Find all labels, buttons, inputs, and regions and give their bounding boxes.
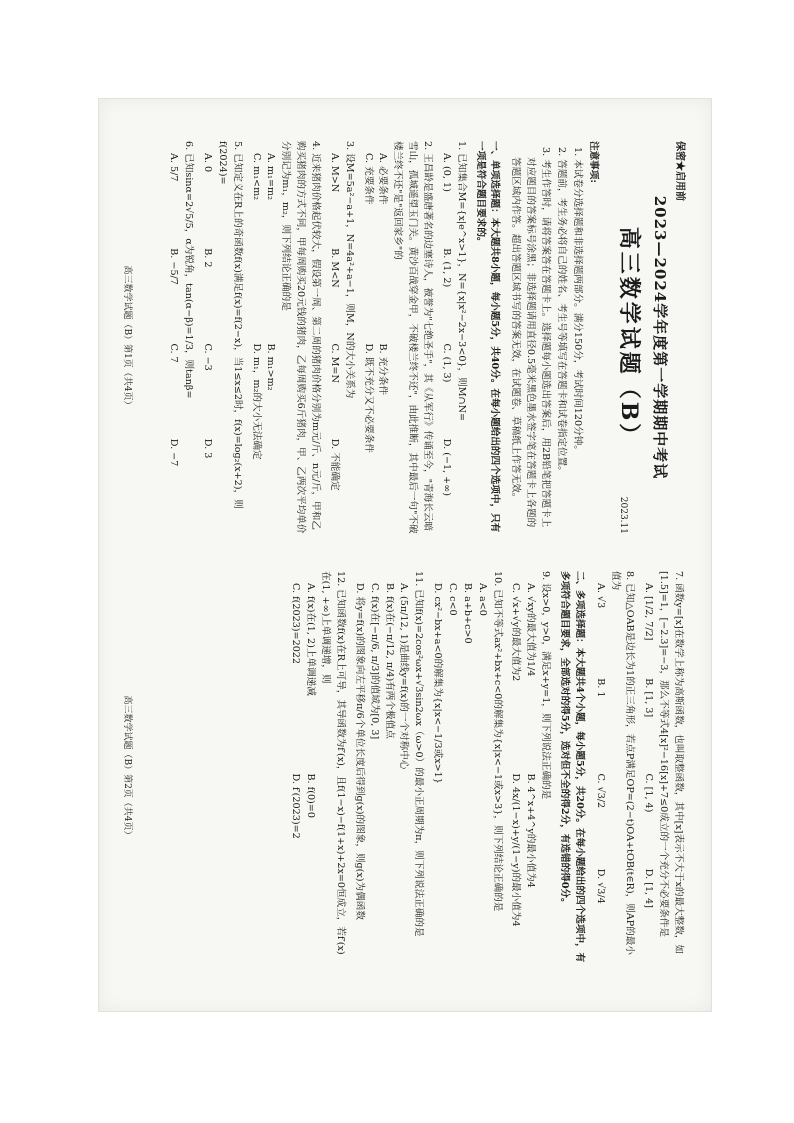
question-10 xyxy=(429,571,503,964)
option-b: B. −5/7 xyxy=(168,248,180,285)
scanned-page xyxy=(98,98,712,1012)
option-d: D. 3 xyxy=(202,438,214,459)
option-a: A. M>N xyxy=(328,153,340,193)
option-d: D. (−1, +∞) xyxy=(440,438,452,496)
option-a: A. 必要条件 xyxy=(377,153,389,205)
notice-item: 1. 本试卷分选择题和非选择题两部分。满分150分，考试时间120分钟。 xyxy=(571,147,583,455)
question-5 xyxy=(199,141,244,534)
option-c: C. f(x)在[−π/6, π/3]的值域为[0, 3] xyxy=(368,583,380,740)
question-4 xyxy=(248,141,322,534)
option-a: A. f(x)在(1, 2)上单调递减 xyxy=(305,583,317,696)
rotated-exam-sheet xyxy=(115,135,695,975)
question-stem: 11. 已知f(x)=2cos²ωx+√3sin2ωx（ω>0）的最小正周期为π，则下列说法正确的是 xyxy=(413,571,425,937)
page-footer: 高三数学试题（B）第2页（共4页） xyxy=(121,695,132,840)
option-c: C. [1, 4) xyxy=(643,773,655,813)
question-stem: 2. 王昌龄是盛唐著名的边塞诗人，被誉为"七绝圣手"，其《从军行》传诵至今，"青海长云暗雪山，孤城遥望玉门关。黄沙百战穿金甲，不破楼兰终不还"，由此推断，其中最后一句"不破楼兰终不还"是"返回家乡"的 xyxy=(392,141,434,534)
option-c: C. f(2023)=2022 xyxy=(290,583,302,665)
option-d: D. √3/4 xyxy=(594,868,606,904)
option-d: D. m₁，m₂的大小无法确定 xyxy=(250,343,262,460)
option-d: D. f′(2023)=2 xyxy=(290,773,302,839)
answer-options xyxy=(592,571,607,964)
question-12 xyxy=(288,571,347,964)
question-stem: 5. 已知定义在R上的奇函数f(x)满足f(x)=f(2−x)，当1≤x≤2时，f(x)=log₂(x+2)，则f(2024)= xyxy=(216,141,243,509)
option-a: A. [1/2, 7/2] xyxy=(643,583,655,641)
option-b: B. 4^x+4^y的最小值为4 xyxy=(525,773,537,888)
answer-options xyxy=(351,571,410,964)
exam-page-2 xyxy=(115,565,695,970)
question-stem: 9. 设x>0，y>0，满足x+y=1，则下列说法正确的是 xyxy=(540,571,552,800)
option-b: B. a+b+c>0 xyxy=(461,583,473,644)
option-d: D. 4x/(1−x)+y/(1−y)的最小值为4 xyxy=(510,773,522,927)
option-b: B. 充分条件 xyxy=(377,343,389,396)
answer-options xyxy=(199,141,214,534)
option-d: D. 既不充分又不必要条件 xyxy=(362,343,374,453)
question-8 xyxy=(592,571,637,964)
section-heading: 二、多项选择题：本大题共4个小题，每小题5分，共20分。在每小题给出的四个选项中，有多项符合题目要求，全部选对的得5分，选对但不全的得2分，有选错的得0分。 xyxy=(558,571,585,963)
option-d: D. 将y=f(x)的图象向左平移π/6个单位长度后得到g(x)的图象，则g(x)为偶函数 xyxy=(353,583,365,920)
answer-options xyxy=(360,141,390,534)
option-c: C. m₁<m₂ xyxy=(250,153,262,201)
option-b: B. (1, 2) xyxy=(440,248,452,288)
question-stem: 6. 已知sinα=2√5/5，α为锐角，tan(α−β)=1/3，则tanβ= xyxy=(183,141,195,399)
exam-title: 高三数学试题（B） xyxy=(615,226,642,449)
answer-options xyxy=(248,141,278,534)
option-d: D. [1, 4] xyxy=(643,868,655,908)
option-d: D. cx²−bx+a<0的解集为{x|x<−1/3或x>1} xyxy=(432,583,444,784)
question-3 xyxy=(326,141,356,534)
option-b: B. m₁>m₂ xyxy=(265,343,277,391)
question-9 xyxy=(508,571,553,964)
question-7 xyxy=(640,571,685,964)
option-a: A. (5π/12, 1)是曲线y=f(x)的一个对称中心 xyxy=(398,583,410,770)
option-a: A. m₁=m₂ xyxy=(265,153,277,200)
option-a: A. a<0 xyxy=(476,583,488,616)
option-d: D. −7 xyxy=(168,438,180,467)
option-a: A. (0, 1) xyxy=(440,153,452,192)
option-c: C. −3 xyxy=(202,343,214,371)
option-a: A. √3 xyxy=(594,583,606,609)
answer-options xyxy=(640,571,655,964)
option-d: D. 不能确定 xyxy=(328,438,340,491)
option-b: B. 1 xyxy=(594,678,606,698)
question-stem: 3. 设M=5a²−a+1，N=4a²+a−1，则M，N的大小关系为 xyxy=(343,141,355,399)
option-a: A. 0 xyxy=(202,153,214,173)
answer-options xyxy=(508,571,538,964)
question-stem: 1. 已知集合M={x|e^x>1}，N={x|x²−2x−3<0}，则M∩N= xyxy=(455,141,467,422)
question-6 xyxy=(165,141,195,534)
notice-item: 3. 考生作答时，请将答案答在答题卡上。选择题每小题选出答案后，用2B铅笔把答题卡上对应题目的答案标号涂黑；非选择题请用直径0.5毫米黑色墨水签字笔在答题卡上各题的答题区域内作答。超出答题区域书写的答案无效，在试题卷、草稿纸上作答无效。 xyxy=(510,147,552,528)
notice-item: 2. 答题前，考生务必将自己的姓名、考生号等填写在答题卡和试卷指定位置。 xyxy=(555,147,567,476)
option-c: C. M=N xyxy=(328,343,340,383)
option-c: C. √3/2 xyxy=(594,773,606,809)
question-stem: 12. 已知函数f(x)在R上可导，其导函数为f′(x)，且f(1−x)−f(1+x)+2x=0恒成立，若f′(x)在(1, +∞)上单调递增，则 xyxy=(320,571,346,955)
option-b: B. 2 xyxy=(202,248,214,268)
option-c: C. (1, 3) xyxy=(440,343,452,383)
option-c: C. 7 xyxy=(168,343,180,363)
exam-page-1 xyxy=(115,135,695,540)
secret-label: 保密★启用前 xyxy=(674,141,685,201)
section-heading: 一、单项选择题：本大题共8小题，每小题5分，共40分。在每小题给出的四个选项中，只有一项是符合题目要求的。 xyxy=(474,141,501,533)
option-c: C. c<0 xyxy=(446,583,458,616)
page-footer: 高三数学试题（B）第1页（共4页） xyxy=(121,265,132,410)
option-b: B. f(0)=0 xyxy=(305,773,317,818)
page-2-content xyxy=(288,565,695,970)
answer-options xyxy=(326,141,341,534)
option-b: B. f(x)在(−π/12, π/4)有两个极值点 xyxy=(383,583,395,739)
answer-options xyxy=(288,571,318,964)
page-1-content xyxy=(165,135,611,540)
question-stem: 8. 已知△OAB是边长为1的正三角形，若点P满足OP=(2−t)OA+tOB(t∈R)，则AP的最小值为 xyxy=(609,571,636,955)
question-stem: 7. 函数y=[x]在数学上称为高斯函数，也叫取整函数，其中[x]表示不大于x的最大整数，如[1.5]=1，[−2.3]=−3，那么不等式4[x]²−16[x]+7≤0成立的一个充分不必要条件是 xyxy=(658,571,684,955)
question-stem: 10. 已知不等式ax²+bx+c<0的解集为{x|x<−1或x>3}，则下列结论正确的是 xyxy=(491,571,503,912)
question-2 xyxy=(360,141,434,534)
option-b: B. M<N xyxy=(328,248,340,288)
question-stem: 4. 近来猪肉价格起伏较大，假设第一周、第二周的猪肉价格分别为m元/斤、n元/斤，甲和乙购买猪肉的方式不同，甲每周购买20元钱的猪肉，乙每周购买6斤猪肉，甲、乙两次平均单价分别记为m₁，m₂，则下列结论正确的是 xyxy=(280,141,322,534)
answer-options xyxy=(429,571,488,964)
option-c: C. 充要条件 xyxy=(362,153,374,205)
option-a: A. 5/7 xyxy=(168,153,180,182)
answer-options xyxy=(165,141,180,534)
answer-options xyxy=(438,141,453,534)
option-c: C. √x+√y的最大值为2 xyxy=(510,583,522,682)
notice-title: 注意事项: xyxy=(587,141,599,183)
exam-date: 2023.11 xyxy=(618,496,628,534)
option-b: B. [1, 3] xyxy=(643,678,655,718)
question-1 xyxy=(438,141,468,534)
option-a: A. √xy的最大值为1/4 xyxy=(525,583,537,677)
term-title: 2023—2024学年度第一学期期中考试 xyxy=(651,195,669,480)
question-11 xyxy=(351,571,425,964)
